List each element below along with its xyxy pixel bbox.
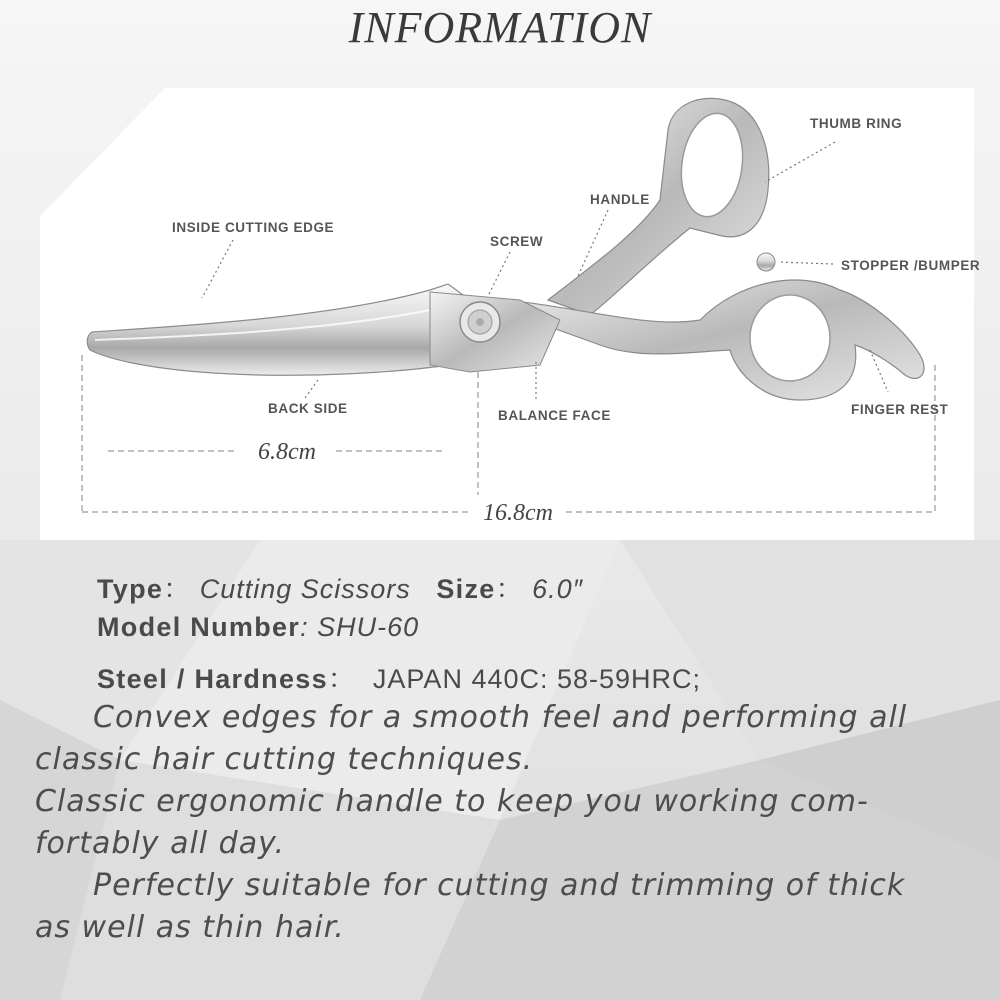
label-screw: SCREW <box>490 234 544 249</box>
scissors-icon <box>87 98 924 400</box>
size-sep: ： <box>495 574 524 604</box>
type-sep: ： <box>163 574 192 604</box>
spec-model <box>97 612 419 643</box>
description-line: classic hair cutting techniques. <box>35 742 534 777</box>
description-line: as well as thin hair. <box>35 910 345 945</box>
label-stopper-bumper: STOPPER /BUMPER <box>841 258 981 273</box>
steel-sep: ： <box>327 664 356 694</box>
blade-length-dimension: 6.8cm <box>258 439 316 465</box>
total-length-dimension: 16.8cm <box>483 500 553 526</box>
description-line: Perfectly suitable for cutting and trimming of thick <box>93 868 906 903</box>
label-finger-rest: FINGER REST <box>851 402 949 417</box>
spec-steel <box>97 657 701 696</box>
size-key: Size <box>436 574 496 604</box>
description-line: Convex edges for a smooth feel and performing all <box>93 700 908 735</box>
label-handle: HANDLE <box>590 192 650 207</box>
description-line: fortably all day. <box>35 826 286 861</box>
label-back-side: BACK SIDE <box>268 401 348 416</box>
spec-type-size <box>97 567 583 606</box>
type-key: Type <box>97 574 164 604</box>
steel-key: Steel / Hardness <box>97 664 328 694</box>
label-balance-face: BALANCE FACE <box>498 408 611 423</box>
screw-icon <box>460 302 500 342</box>
label-thumb-ring: THUMB RING <box>810 116 903 131</box>
description-line: Classic ergonomic handle to keep you working com- <box>35 784 869 819</box>
page-title: INFORMATION <box>348 3 652 52</box>
label-inside-cutting-edge: INSIDE CUTTING EDGE <box>172 220 335 235</box>
model-value: : SHU-60 <box>300 612 420 642</box>
type-value: Cutting Scissors <box>199 574 411 604</box>
size-value: 6.0″ <box>532 574 584 604</box>
description <box>35 697 965 949</box>
model-key: Model Number <box>97 612 301 642</box>
steel-value: JAPAN 440C: 58-59HRC; <box>372 664 702 694</box>
